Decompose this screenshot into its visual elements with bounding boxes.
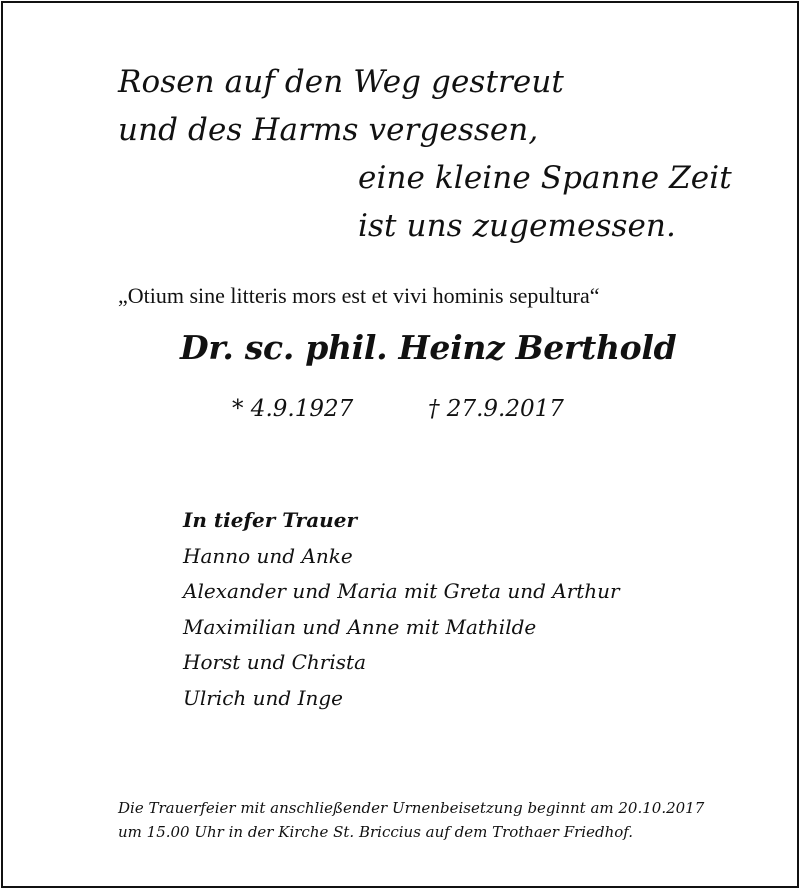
mourner-name: Horst und Christa	[183, 650, 366, 674]
funeral-info-line: Die Trauerfeier mit anschließender Urnenbeisetzung beginnt am 20.10.2017	[118, 799, 705, 817]
mourners-list	[183, 503, 620, 716]
funeral-info-line: um 15.00 Uhr in der Kirche St. Briccius auf dem Trothaer Friedhof.	[118, 823, 634, 841]
mourner-name: Hanno und Anke	[183, 543, 353, 568]
birth-date: * 4.9.1927	[232, 396, 354, 422]
latin-quote: „Otium sine litteris mors est et vivi hominis sepultura“	[118, 283, 600, 308]
poem-line: und des Harms vergessen,	[118, 112, 539, 148]
poem	[118, 58, 732, 250]
death-date: † 27.9.2017	[428, 396, 564, 422]
mourner-name: Alexander und Maria mit Greta und Arthur	[183, 579, 620, 603]
deceased-name: Dr. sc. phil. Heinz Berthold	[180, 328, 677, 367]
poem-line: eine kleine Spanne Zeit	[358, 160, 732, 196]
funeral-info	[118, 796, 704, 844]
mourner-name: Ulrich und Inge	[183, 685, 343, 710]
poem-line: Rosen auf den Weg gestreut	[118, 64, 564, 100]
mourners-heading: In tiefer Trauer	[183, 508, 357, 532]
poem-line: ist uns zugemessen.	[358, 208, 676, 244]
mourner-name: Maximilian und Anne mit Mathilde	[183, 614, 537, 639]
